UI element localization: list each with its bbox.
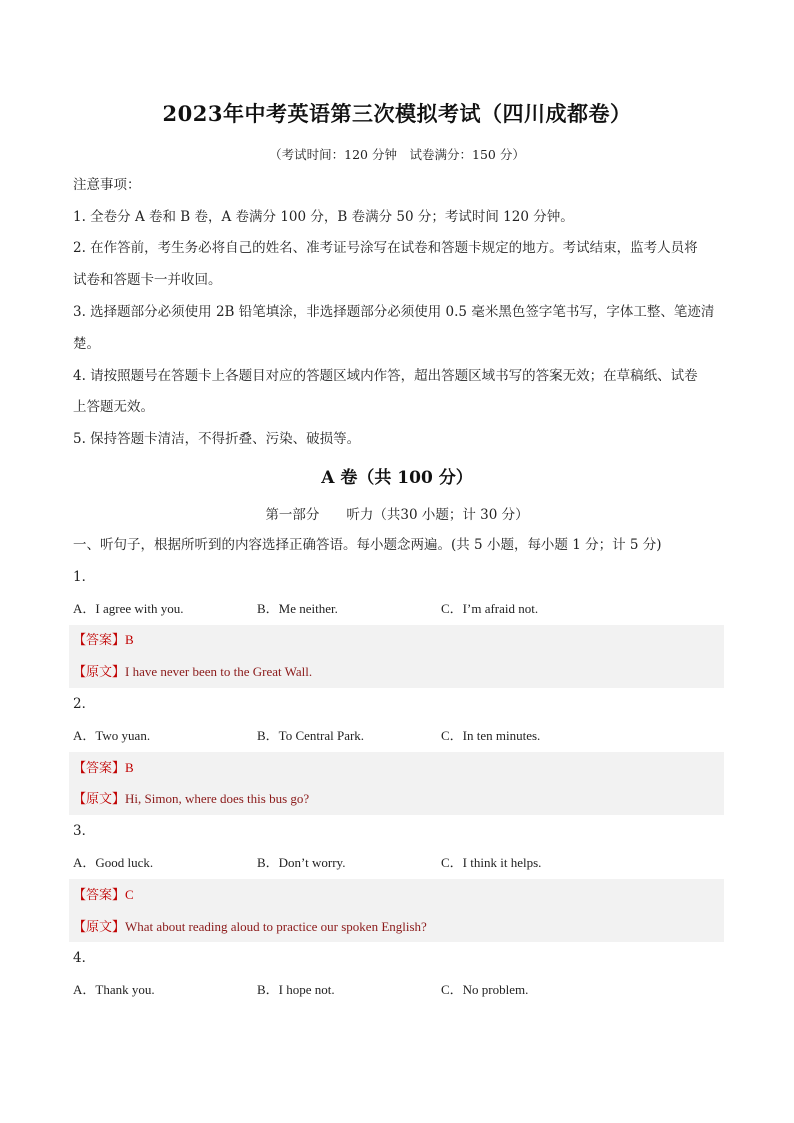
original-line xyxy=(73,917,427,937)
answer-value: B xyxy=(125,632,134,647)
question-number: 2． xyxy=(73,696,96,712)
option-b: B．Me neither. xyxy=(257,601,338,616)
answer-tag: 【答案】 xyxy=(73,887,126,902)
answer-line xyxy=(73,630,134,650)
question-number: 1． xyxy=(73,569,96,585)
original-line xyxy=(73,789,309,809)
option-a: A．I agree with you. xyxy=(73,601,184,616)
option-b: B．I hope not. xyxy=(257,982,335,997)
answer-line xyxy=(73,758,134,778)
option-c: C．In ten minutes. xyxy=(441,728,541,743)
note-line: 试卷和答题卡一并收回。 xyxy=(73,272,222,288)
answer-line xyxy=(73,885,134,905)
exam-title: 2023年中考英语第三次模拟考试（四川成都卷） xyxy=(162,101,632,126)
note-line: 2. 在作答前，考生务必将自己的姓名、准考证号涂写在试卷和答题卡规定的地方。考试结束，监考人员将 xyxy=(73,240,698,256)
original-tag: 【原文】 xyxy=(73,664,126,679)
question-number: 3． xyxy=(73,823,96,839)
original-text: Hi, Simon, where does this bus go? xyxy=(125,791,310,806)
answer-value: B xyxy=(125,760,134,775)
option-b: B．To Central Park. xyxy=(257,728,365,743)
original-text: What about reading aloud to practice our spoken English? xyxy=(125,919,427,934)
option-c: C．No problem. xyxy=(441,982,529,997)
exam-subtitle: （考试时间：120 分钟 试卷满分：150 分） xyxy=(269,147,525,162)
part-title: 第一部分 听力（共30 小题；计 30 分） xyxy=(265,507,529,523)
option-a: A．Thank you. xyxy=(73,982,155,997)
note-line: 楚。 xyxy=(73,336,100,352)
option-a: A．Good luck. xyxy=(73,855,154,870)
note-line: 1. 全卷分 A 卷和 B 卷，A 卷满分 100 分，B 卷满分 50 分；考试时间 120 分钟。 xyxy=(73,209,574,225)
section-instruction: 一、听句子，根据所听到的内容选择正确答语。每小题念两遍。(共 5 小题，每小题 1 分；计 5 分) xyxy=(73,537,662,553)
option-c: C．I’m afraid not. xyxy=(441,601,539,616)
answer-tag: 【答案】 xyxy=(73,632,126,647)
option-c: C．I think it helps. xyxy=(441,855,542,870)
option-b: B．Don’t worry. xyxy=(257,855,346,870)
note-line: 5. 保持答题卡清洁，不得折叠、污染、破损等。 xyxy=(73,431,361,447)
note-line: 上答题无效。 xyxy=(73,399,154,415)
section-title: A 卷（共 100 分） xyxy=(321,468,473,488)
notes-heading: 注意事项： xyxy=(73,177,141,193)
question-number: 4． xyxy=(73,950,96,966)
original-tag: 【原文】 xyxy=(73,919,126,934)
option-a: A．Two yuan. xyxy=(73,728,151,743)
note-line: 3. 选择题部分必须使用 2B 铅笔填涂，非选择题部分必须使用 0.5 毫米黑色签字笔书写，字体工整、笔迹清 xyxy=(73,304,715,320)
original-text: I have never been to the Great Wall. xyxy=(125,664,313,679)
original-tag: 【原文】 xyxy=(73,791,126,806)
answer-value: C xyxy=(125,887,134,902)
note-line: 4. 请按照题号在答题卡上各题目对应的答题区域内作答，超出答题区域书写的答案无效；在草稿纸、试卷 xyxy=(73,368,698,384)
answer-tag: 【答案】 xyxy=(73,760,126,775)
original-line xyxy=(73,662,312,682)
